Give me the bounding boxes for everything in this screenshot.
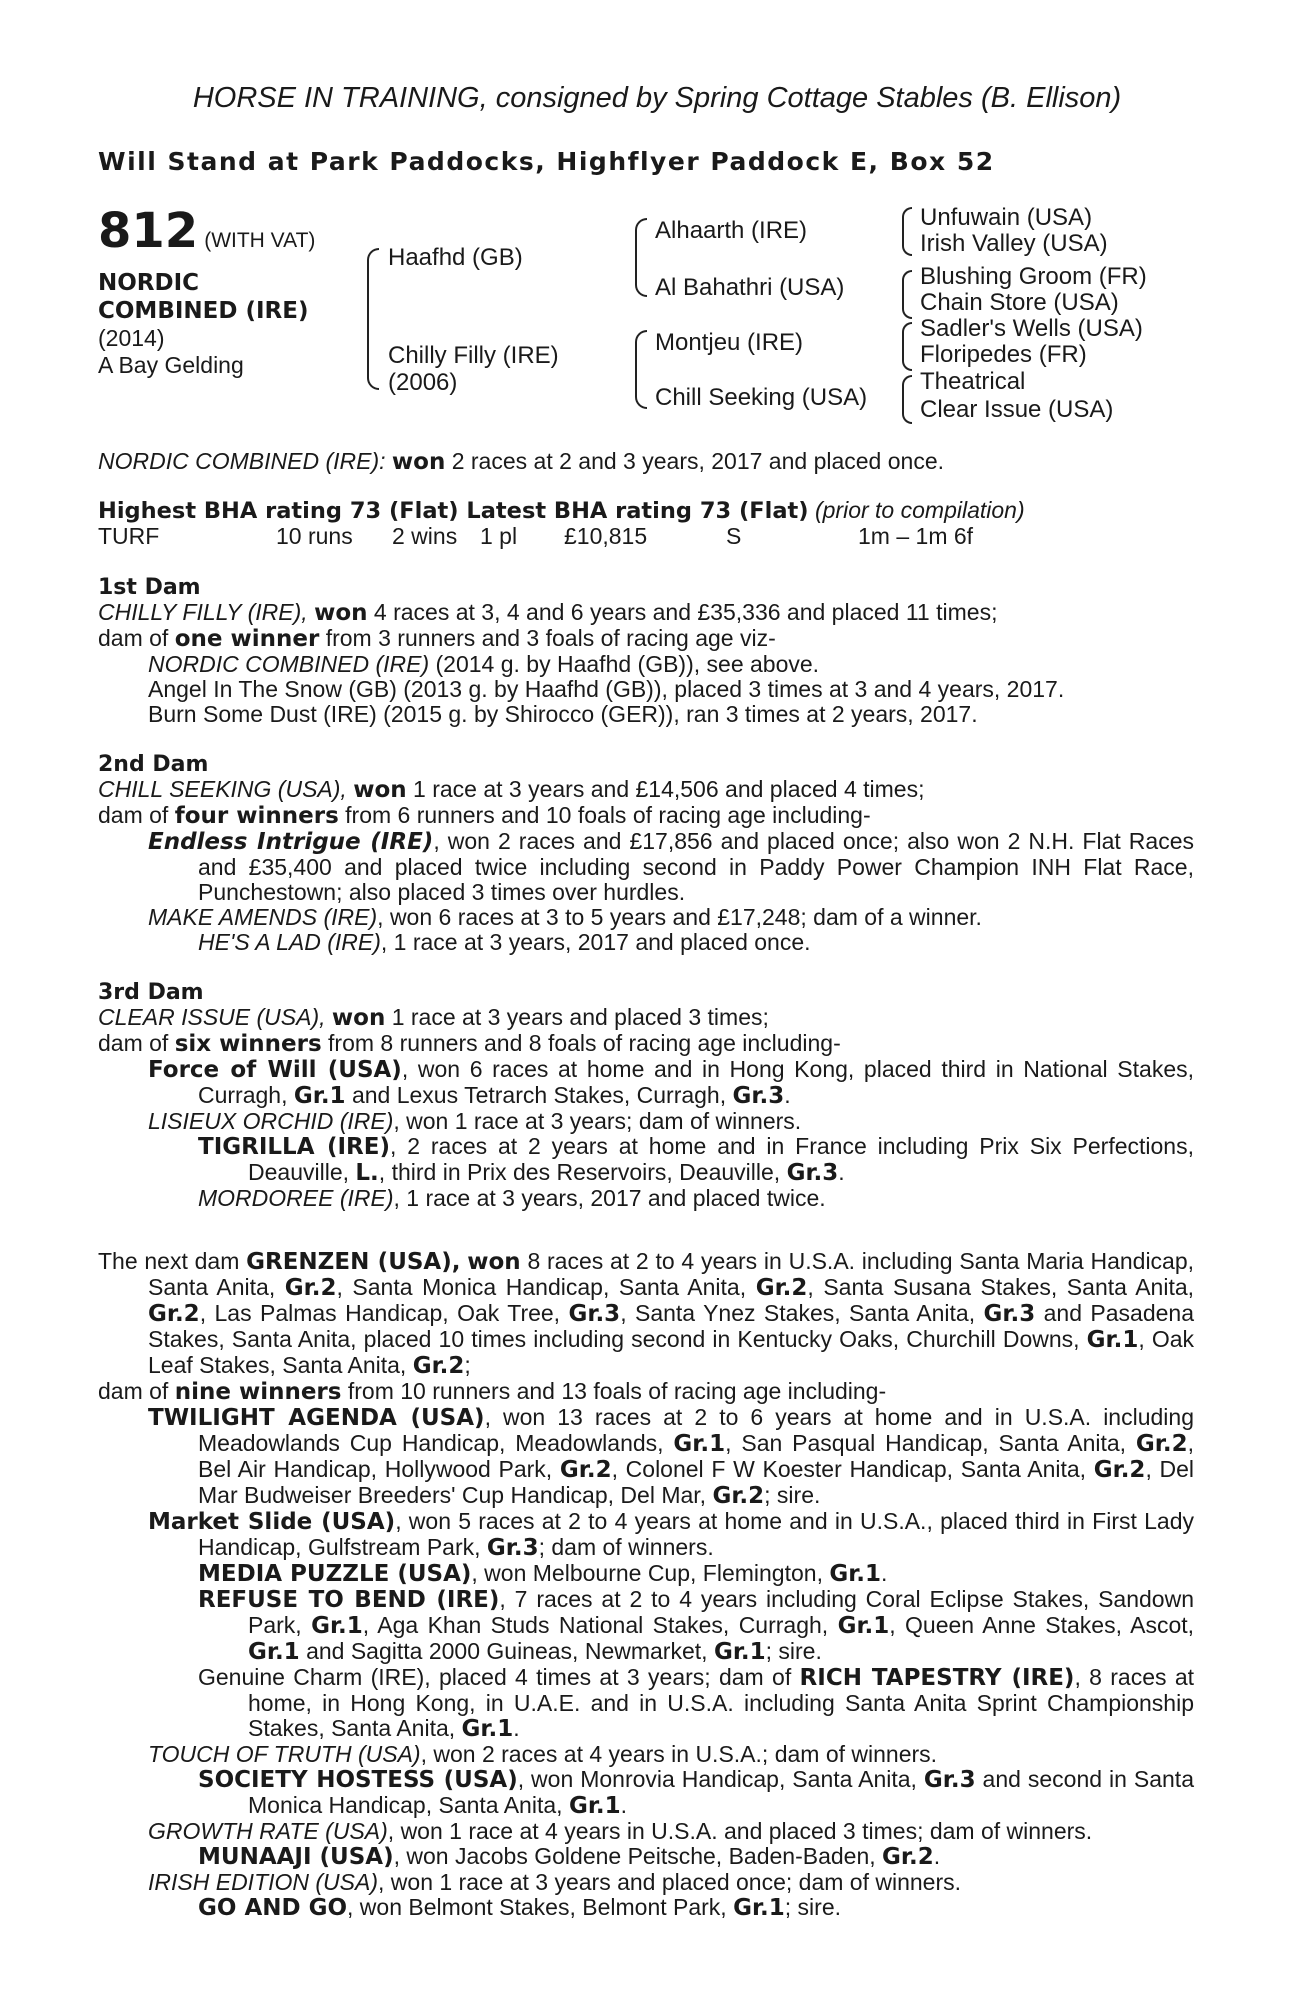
next-dam-pre: The next dam xyxy=(98,1248,240,1274)
offspring-name: SOCIETY HOSTESS (USA) xyxy=(198,1767,518,1793)
lot-vat: (WITH VAT) xyxy=(204,229,316,252)
second-dam-name: CHILL SEEKING (USA), xyxy=(98,776,347,802)
offspring-text: , Queen Anne Stakes, Ascot, xyxy=(889,1612,1195,1638)
second-dam-pre: dam of xyxy=(98,802,169,828)
grade-label: Gr.2 xyxy=(712,1483,765,1509)
grade-label: Gr.1 xyxy=(248,1639,300,1665)
first-dam-offspring-1 xyxy=(98,652,1194,677)
pedigree-sire-dam: Al Bahathri (USA) xyxy=(655,274,845,301)
dam-line-brace xyxy=(635,330,647,409)
first-dam-foals: from 3 runners and 3 foals of racing age viz- xyxy=(325,625,776,651)
turf-placings: 1 pl xyxy=(480,523,518,549)
catalogue-header: HORSE IN TRAINING, consigned by Spring Cottage Stables (B. Ellison) xyxy=(192,82,1122,114)
summary-horse-name: NORDIC COMBINED (IRE): xyxy=(98,448,386,474)
pedigree-dam-dam: Chill Seeking (USA) xyxy=(655,384,868,411)
third-dam-record: 1 race at 3 years and placed 3 times; xyxy=(391,1004,769,1030)
race-text: , Las Palmas Handicap, Oak Tree, xyxy=(199,1300,561,1326)
bha-rating xyxy=(98,498,1194,524)
first-dam-heading: 1st Dam xyxy=(98,575,201,600)
offspring-text: , won Belmont Stakes, Belmont Park, xyxy=(347,1894,727,1920)
offspring-name: NORDIC COMBINED (IRE) xyxy=(148,651,430,677)
offspring-text: ; sire. xyxy=(784,1894,842,1920)
offspring-rest: , 1 race at 3 years, 2017 and placed once. xyxy=(380,929,811,955)
brace-2 xyxy=(902,270,912,319)
turf-going: S xyxy=(726,523,742,549)
offspring-rest: , won 1 race at 3 years; dam of winners. xyxy=(393,1108,802,1134)
third-dam-line1 xyxy=(98,1005,1194,1031)
rating-text: Highest BHA rating 73 (Flat) Latest BHA rating 73 (Flat) xyxy=(98,498,809,524)
second-dam-won: won xyxy=(353,777,407,803)
grade-label: Gr.2 xyxy=(1093,1457,1146,1483)
offspring-text: , won 2 races at 4 years in U.S.A.; dam of winners. xyxy=(420,1741,938,1767)
second-dam-offspring-1 xyxy=(98,829,1194,905)
pedigree-ssd: Irish Valley (USA) xyxy=(920,230,1108,257)
next-dam-offspring-growth-rate xyxy=(98,1819,1194,1844)
second-dam-winners: four winners xyxy=(174,803,339,829)
brace-3 xyxy=(902,322,912,371)
third-dam-section xyxy=(98,980,1194,1211)
grand-offspring-go-and-go xyxy=(98,1895,1194,1921)
grade-label: Gr.2 xyxy=(412,1353,465,1379)
grade-label: Gr.1 xyxy=(1086,1327,1139,1353)
next-dam-offspring-market-slide xyxy=(98,1509,1194,1561)
offspring-text: . xyxy=(838,1159,845,1185)
offspring-text: ; dam of winners. xyxy=(538,1534,714,1560)
pedigree-ddd: Clear Issue (USA) xyxy=(920,396,1114,423)
lot-info xyxy=(98,205,315,379)
race-text: , Santa Susana Stakes, Santa Anita, xyxy=(807,1274,1195,1300)
grade-label: Gr.2 xyxy=(559,1457,612,1483)
offspring-rest: , won 2 races and £17,856 and placed once; also won 2 N.H. Flat Races and £35,400 and placed twice including second in Paddy Power Champion INH Flat Race, Punchestown; also placed 3 times over hurdles. xyxy=(198,828,1194,905)
offspring-text: . xyxy=(933,1843,941,1869)
turf-earnings: £10,815 xyxy=(564,523,648,549)
first-dam-line1 xyxy=(98,600,1194,626)
offspring-name: LISIEUX ORCHID (IRE) xyxy=(148,1108,394,1134)
offspring-name: Force of Will (USA) xyxy=(148,1057,402,1083)
offspring-text: ; sire. xyxy=(764,1482,821,1508)
offspring-name: MAKE AMENDS (IRE) xyxy=(148,904,378,930)
offspring-name: GO AND GO xyxy=(198,1895,348,1921)
first-dam-section xyxy=(98,575,1194,727)
offspring-text: , won 1 race at 4 years in U.S.A. and placed 3 times; dam of winners. xyxy=(387,1818,1093,1844)
grade-label: Gr.1 xyxy=(311,1613,363,1639)
next-dam-won: won xyxy=(467,1249,521,1275)
offspring-name: GROWTH RATE (USA) xyxy=(148,1818,388,1844)
grade-label: Gr.2 xyxy=(882,1844,934,1870)
offspring-text: , Bel Air Handicap, Hollywood Park, xyxy=(198,1430,1194,1482)
offspring-rest: , 1 race at 3 years, 2017 and placed twice. xyxy=(393,1185,826,1211)
next-dam-name: GRENZEN (USA), xyxy=(246,1249,461,1275)
offspring-text: , 8 races at home, in Hong Kong, in U.A.E. and in U.S.A. including Santa Anita Sprint Championship Stakes, Santa Anita, xyxy=(248,1664,1195,1741)
third-dam-heading: 3rd Dam xyxy=(98,980,204,1005)
next-dam-section xyxy=(98,1249,1194,1921)
offspring-text: . xyxy=(881,1560,888,1586)
third-dam-offspring-1 xyxy=(98,1057,1194,1109)
pedigree-dss: Sadler's Wells (USA) xyxy=(920,315,1143,342)
third-dam-foals: from 8 runners and 8 foals of racing age including- xyxy=(328,1030,841,1056)
offspring-name: TOUCH OF TRUTH (USA) xyxy=(148,1741,421,1767)
first-dam-offspring-2: Angel In The Snow (GB) (2013 g. by Haafhd (GB)), placed 3 times at 3 and 4 years, 2017. xyxy=(148,676,1065,702)
second-dam-heading: 2nd Dam xyxy=(98,752,209,777)
turf-distance: 1m – 1m 6f xyxy=(858,523,974,549)
offspring-text: , 7 races at 2 to 4 years including Coral Eclipse Stakes, Sandown Park, xyxy=(248,1586,1194,1638)
race-text: ; xyxy=(464,1352,471,1378)
summary-rest: 2 races at 2 and 3 years, 2017 and placed once. xyxy=(451,448,945,474)
pedigree-sdd: Chain Store (USA) xyxy=(920,289,1119,316)
pedigree-dam-sire: Montjeu (IRE) xyxy=(655,329,804,356)
next-dam-foals: from 10 runners and 13 foals of racing age including- xyxy=(347,1378,887,1404)
third-dam-pre: dam of xyxy=(98,1030,169,1056)
grade-label: Gr.3 xyxy=(923,1767,976,1793)
third-dam-won: won xyxy=(331,1005,386,1031)
second-dam-foals: from 6 runners and 10 foals of racing age including- xyxy=(345,802,871,828)
next-dam-winners: nine winners xyxy=(174,1379,342,1405)
offspring-text: , won 13 races at 2 to 6 years at home and in U.S.A. including Meadowlands Cup Handicap, Meadowlands, xyxy=(198,1404,1194,1456)
offspring-text: , won Monrovia Handicap, Santa Anita, xyxy=(517,1766,917,1792)
first-dam-record: 4 races at 3, 4 and 6 years and £35,336 and placed 11 times; xyxy=(373,599,998,625)
offspring-name: IRISH EDITION (USA) xyxy=(148,1869,379,1895)
next-dam-offspring-irish-edition xyxy=(98,1870,1194,1895)
grade-label: Gr.1 xyxy=(461,1716,514,1742)
grade-label: Gr.1 xyxy=(829,1561,882,1587)
offspring-name: MUNAAJI (USA) xyxy=(198,1844,394,1870)
offspring-text: Genuine Charm (IRE), placed 4 times at 3 years; dam of xyxy=(198,1664,792,1690)
first-dam-line2 xyxy=(98,626,1194,652)
first-dam-winners: one winner xyxy=(174,626,320,652)
race-summary xyxy=(98,449,1194,475)
horse-year: (2014) xyxy=(98,325,165,351)
grade-label: Gr.1 xyxy=(293,1083,346,1109)
race-text: , Santa Ynez Stakes, Santa Anita, xyxy=(620,1300,976,1326)
offspring-name: RICH TAPESTRY (IRE) xyxy=(799,1665,1075,1691)
second-dam-record: 1 race at 3 years and £14,506 and placed 4 times; xyxy=(413,776,925,802)
race-text: 8 races at 2 to 4 years in U.S.A. including Santa Maria Handicap, Santa Anita, xyxy=(148,1248,1195,1300)
horse-name-line2: COMBINED (IRE) xyxy=(98,298,309,324)
offspring-name: HE'S A LAD (IRE) xyxy=(198,929,381,955)
grade-label: Gr.2 xyxy=(148,1301,200,1327)
pedigree-dsd: Floripedes (FR) xyxy=(920,341,1087,368)
turf-wins: 2 wins xyxy=(392,523,458,549)
grade-label: Gr.3 xyxy=(568,1301,621,1327)
summary-won: won xyxy=(391,449,446,475)
turf-surface: TURF xyxy=(98,523,160,549)
grade-label: Gr.3 xyxy=(486,1535,539,1561)
pedigree-dam: Chilly Filly (IRE) xyxy=(388,342,559,369)
offspring-text: , won Melbourne Cup, Flemington, xyxy=(471,1560,823,1586)
offspring-rest: , won 6 races at 3 to 5 years and £17,248; dam of a winner. xyxy=(377,904,982,930)
turf-runs: 10 runs xyxy=(276,523,353,549)
next-dam-offspring-twilight xyxy=(98,1405,1194,1509)
third-dam-offspring-2 xyxy=(98,1109,1194,1134)
sire-line-brace xyxy=(635,218,647,297)
pedigree-dds: Theatrical xyxy=(920,368,1026,395)
third-dam-winners: six winners xyxy=(174,1031,322,1057)
offspring-text: , Del Mar Budweiser Breeders' Cup Handicap, Del Mar, xyxy=(198,1456,1195,1508)
second-dam-offspring-2 xyxy=(98,905,1194,930)
offspring-name: TWILIGHT AGENDA (USA) xyxy=(148,1405,485,1431)
stand-location: Will Stand at Park Paddocks, Highflyer Paddock E, Box 52 xyxy=(98,147,995,176)
next-dam-offspring-touch-of-truth xyxy=(98,1742,1194,1767)
third-dam-line2 xyxy=(98,1031,1194,1057)
horse-name-line1: NORDIC xyxy=(98,270,200,296)
grand-offspring-society-hostess xyxy=(98,1767,1194,1819)
pedigree-sss: Unfuwain (USA) xyxy=(920,204,1093,231)
grade-label: Gr.3 xyxy=(786,1160,839,1186)
grade-label: Gr.1 xyxy=(568,1793,621,1819)
lot-number: 812 xyxy=(98,203,199,259)
rating-note: (prior to compilation) xyxy=(814,497,1025,523)
offspring-text: , Colonel F W Koester Handicap, Santa Anita, xyxy=(611,1456,1087,1482)
grade-label: Gr.2 xyxy=(755,1275,808,1301)
grade-label: Gr.1 xyxy=(733,1895,785,1921)
next-dam-pre2: dam of xyxy=(98,1378,169,1404)
listed-label: L. xyxy=(355,1160,379,1186)
offspring-name: REFUSE TO BEND (IRE) xyxy=(198,1587,500,1613)
next-dam-line2 xyxy=(98,1379,1194,1405)
sire-dam-brace xyxy=(367,248,379,390)
grade-label: Gr.3 xyxy=(983,1301,1036,1327)
offspring-text: . xyxy=(784,1082,791,1108)
grade-label: Gr.1 xyxy=(837,1613,890,1639)
offspring-text: . xyxy=(513,1715,520,1741)
race-text: , Santa Monica Handicap, Santa Anita, xyxy=(336,1274,747,1300)
second-dam-line2 xyxy=(98,803,1194,829)
offspring-text: and second in Santa Monica Handicap, Santa Anita, xyxy=(248,1766,1194,1818)
grand-offspring-genuine-charm xyxy=(98,1665,1194,1742)
pedigree-sds: Blushing Groom (FR) xyxy=(920,263,1147,290)
offspring-rest: (2014 g. by Haafhd (GB)), see above. xyxy=(435,651,820,677)
pedigree-sire-sire: Alhaarth (IRE) xyxy=(655,217,808,244)
offspring-text: , won 1 race at 3 years and placed once; dam of winners. xyxy=(378,1869,962,1895)
brace-4 xyxy=(902,375,912,424)
pedigree-dam-year: (2006) xyxy=(388,369,458,396)
offspring-name: Market Slide (USA) xyxy=(148,1509,396,1535)
offspring-text: , San Pasqual Handicap, Santa Anita, xyxy=(725,1430,1127,1456)
offspring-name: Endless Intrigue (IRE) xyxy=(148,829,434,855)
pedigree-sire: Haafhd (GB) xyxy=(388,244,523,271)
brace-1 xyxy=(902,207,912,256)
first-dam-offspring-3: Burn Some Dust (IRE) (2015 g. by Shirocco (GER)), ran 3 times at 2 years, 2017. xyxy=(148,701,978,727)
offspring-text: and Sagitta 2000 Guineas, Newmarket, xyxy=(306,1638,708,1664)
grand-offspring-refuse-to-bend xyxy=(98,1587,1194,1665)
offspring-text: , third in Prix des Reservoirs, Deauville, xyxy=(378,1159,781,1185)
offspring-text: ; sire. xyxy=(765,1638,822,1664)
grade-label: Gr.2 xyxy=(1135,1431,1188,1457)
offspring-text: , won 5 races at 2 to 4 years at home and in U.S.A., placed third in First Lady Handicap, Gulfstream Park, xyxy=(198,1508,1194,1560)
third-dam-offspring-3 xyxy=(98,1134,1194,1186)
first-dam-name: CHILLY FILLY (IRE), xyxy=(98,599,308,625)
second-dam-section xyxy=(98,752,1194,955)
second-dam-offspring-3 xyxy=(98,930,1194,955)
first-dam-won: won xyxy=(314,600,368,626)
second-dam-line1 xyxy=(98,777,1194,803)
offspring-text: , 2 races at 2 years at home and in France including Prix Six Perfections, Deauville, xyxy=(248,1133,1194,1185)
horse-description: A Bay Gelding xyxy=(98,352,244,378)
offspring-name: MORDOREE (IRE) xyxy=(198,1185,394,1211)
race-text: and Pasadena Stakes, Santa Anita, placed 10 times including second in Kentucky Oaks, Churchill Downs, xyxy=(148,1300,1195,1352)
offspring-text: , won 6 races at home and in Hong Kong, placed third in National Stakes, Curragh, xyxy=(198,1056,1194,1108)
third-dam-offspring-4 xyxy=(98,1186,1194,1211)
offspring-name: TIGRILLA (IRE) xyxy=(198,1134,390,1160)
offspring-text: and Lexus Tetrarch Stakes, Curragh, xyxy=(351,1082,727,1108)
grade-label: Gr.3 xyxy=(732,1083,785,1109)
offspring-text: , won Jacobs Goldene Peitsche, Baden-Baden, xyxy=(393,1843,876,1869)
grade-label: Gr.1 xyxy=(673,1431,726,1457)
race-text: , Oak Leaf Stakes, Santa Anita, xyxy=(148,1326,1195,1378)
offspring-name: MEDIA PUZZLE (USA) xyxy=(198,1561,472,1587)
first-dam-pre: dam of xyxy=(98,625,169,651)
offspring-text: , Aga Khan Studs National Stakes, Curragh, xyxy=(362,1612,829,1638)
third-dam-name: CLEAR ISSUE (USA), xyxy=(98,1004,326,1030)
grand-offspring-munaaji xyxy=(98,1844,1194,1870)
grade-label: Gr.1 xyxy=(713,1639,766,1665)
offspring-text: . xyxy=(620,1792,628,1818)
grand-offspring-media-puzzle xyxy=(98,1561,1194,1587)
next-dam-record xyxy=(98,1249,1194,1379)
grade-label: Gr.2 xyxy=(284,1275,337,1301)
